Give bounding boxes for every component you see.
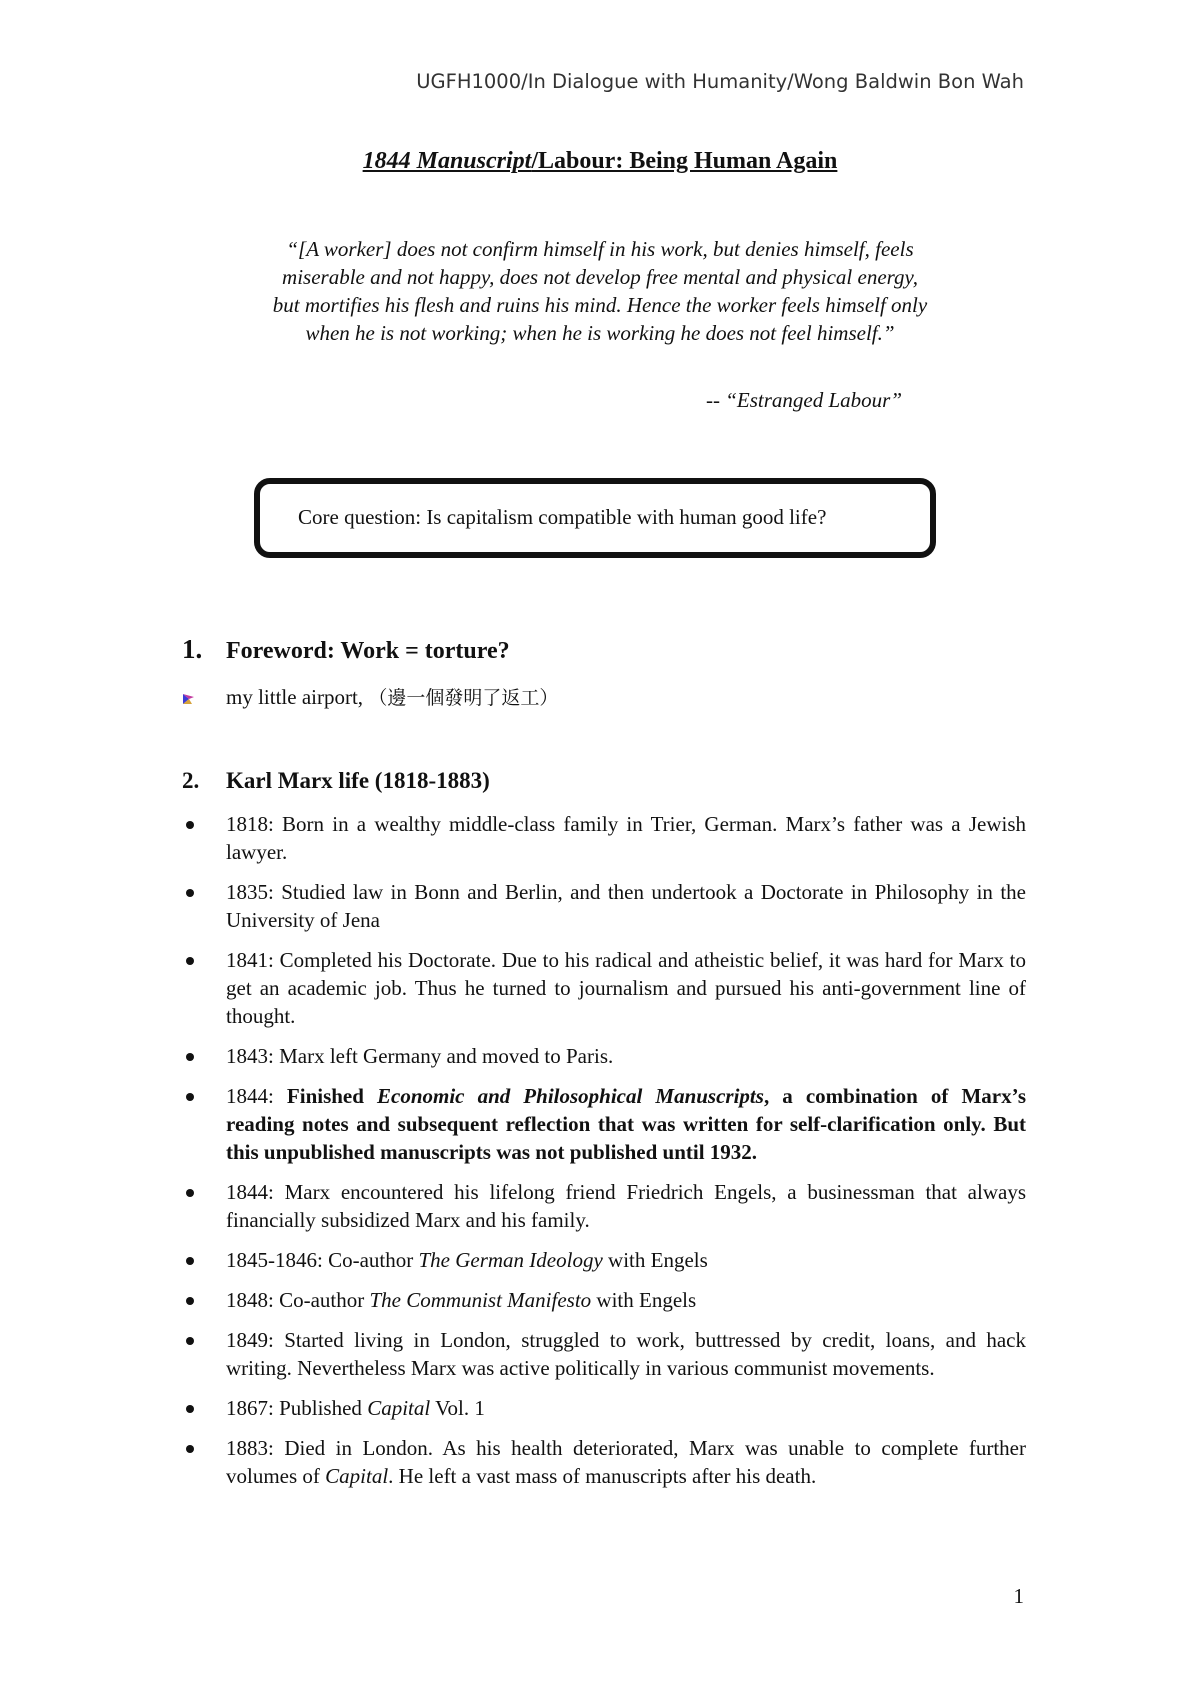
bullet-icon [186, 1297, 194, 1305]
bullet-icon [186, 1093, 194, 1101]
epigraph-quote: “[A worker] does not confirm himself in his work, but denies himself, feels miserable and not happy, does not develop free mental and physical energy, but mortifies his flesh and ruins his mind. Hence the worker feels himself only when he is not working; when he is working he does not feel himself.” [272, 237, 928, 345]
page-number: 1 [1013, 1584, 1024, 1608]
running-header: UGFH1000/In Dialogue with Humanity/Wong Baldwin Bon Wah [416, 70, 1024, 93]
list-item: 1867: Published Capital Vol. 1 [182, 1394, 1026, 1422]
bullet-icon [186, 1405, 194, 1413]
section-1-number: 1. [182, 634, 203, 664]
list-item: 1883: Died in London. As his health deteriorated, Marx was unable to complete further volumes of Capital. He left a vast mass of manuscripts after his death. [182, 1434, 1026, 1490]
section-1-item [182, 683, 558, 712]
bullet-icon [186, 957, 194, 965]
bullet-icon [186, 1257, 194, 1265]
list-item: 1818: Born in a wealthy middle-class family in Trier, German. Marx’s father was a Jewish lawyer. [182, 810, 1026, 866]
list-item: 1844: Finished Economic and Philosophical Manuscripts, a combination of Marx’s reading notes and subsequent reflection that was written for self-clarification only. But this unpublished manuscripts was not published until 1932. [182, 1082, 1026, 1166]
title-rest: /Labour: Being Human Again [531, 148, 838, 174]
title-italic-part: 1844 Manuscript [362, 148, 532, 174]
section-2-title: Karl Marx life (1818-1883) [226, 768, 490, 793]
section-1-title: Foreword: Work = torture? [226, 638, 510, 664]
bullet-icon [186, 889, 194, 897]
section-1-heading [182, 634, 510, 665]
document-title [0, 148, 1200, 175]
list-item: 1845-1846: Co-author The German Ideology with Engels [182, 1246, 1026, 1274]
list-item: 1841: Completed his Doctorate. Due to his radical and atheistic belief, it was hard for Marx to get an academic job. Thus he turned to journalism and pursued his anti-government line of thought. [182, 946, 1026, 1030]
list-item: 1843: Marx left Germany and moved to Paris. [182, 1042, 1026, 1070]
section-2-number: 2. [182, 768, 200, 793]
core-question-box: Core question: Is capitalism compatible with human good life? [254, 478, 936, 558]
bullet-icon [186, 821, 194, 829]
section-1-item-text: my little airport, [226, 685, 369, 709]
list-item: 1835: Studied law in Bonn and Berlin, and then undertook a Doctorate in Philosophy in the University of Jena [182, 878, 1026, 934]
list-item: 1844: Marx encountered his lifelong friend Friedrich Engels, a businessman that always financially subsidized Marx and his family. [182, 1178, 1026, 1234]
list-item: 1848: Co-author The Communist Manifesto with Engels [182, 1286, 1026, 1314]
marx-life-list [182, 810, 1026, 1502]
bullet-icon [186, 1189, 194, 1197]
epigraph-source: -- “Estranged Labour” [705, 388, 902, 412]
section-2-heading [182, 768, 490, 794]
bullet-icon [186, 1053, 194, 1061]
section-1-item-cjk: （邊一個發明了返工） [368, 687, 559, 709]
bullet-icon [186, 1337, 194, 1345]
arrow-bullet-icon [182, 687, 226, 712]
list-item: 1849: Started living in London, struggled to work, buttressed by credit, loans, and hack writing. Nevertheless Marx was active politically in various communist movements. [182, 1326, 1026, 1382]
bullet-icon [186, 1445, 194, 1453]
